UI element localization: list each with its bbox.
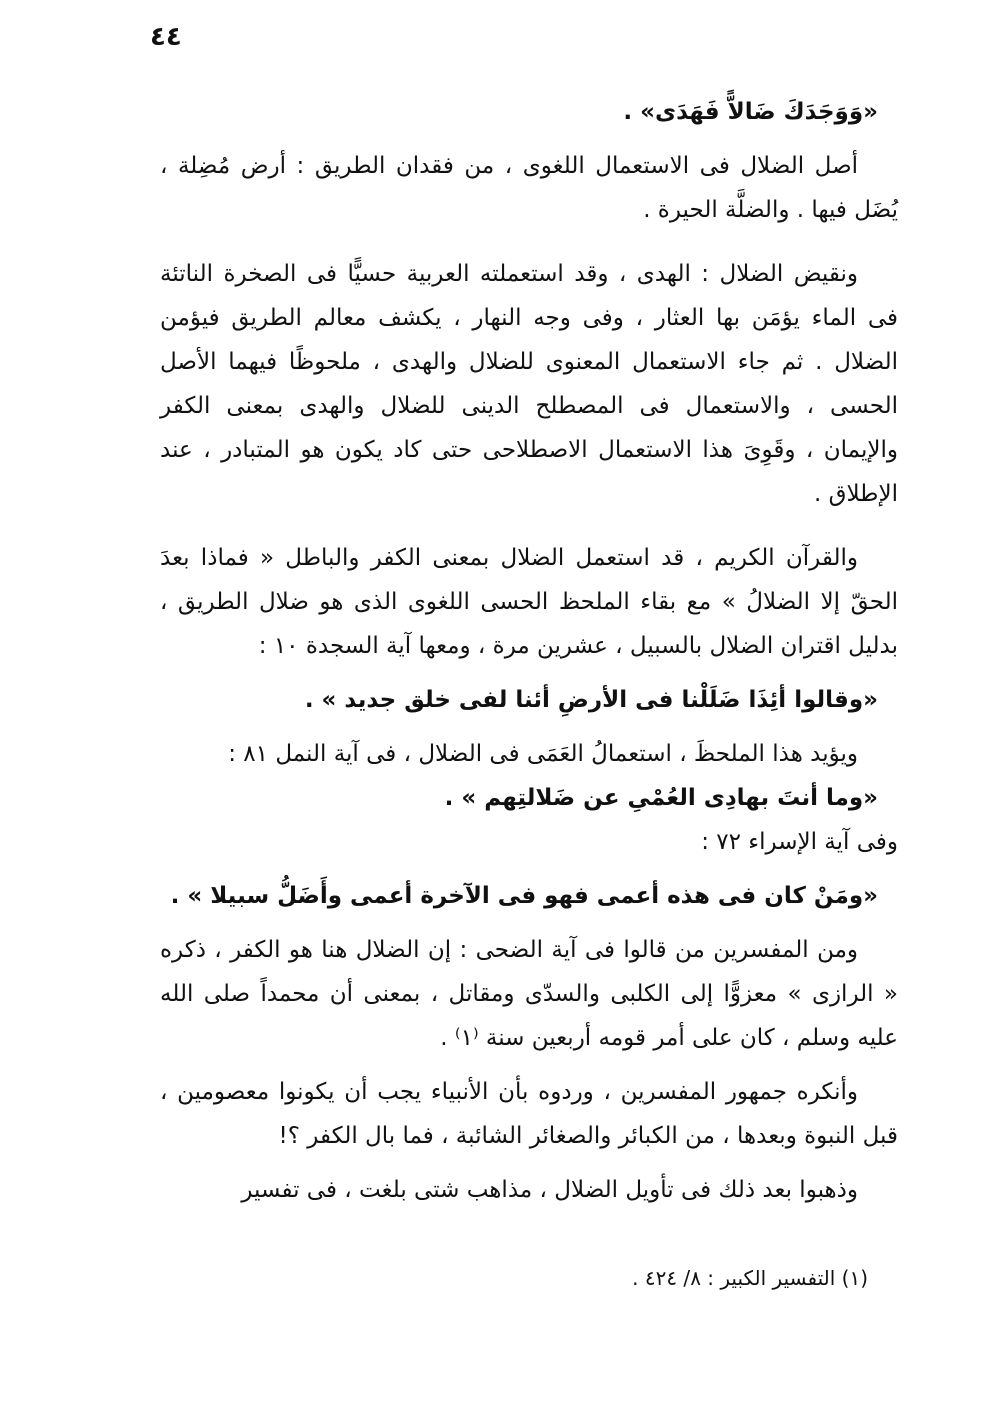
paragraph: ومن المفسرين من قالوا فى آية الضحى : إن الضلال هنا هو الكفر ، ذكره « الرازى » معزوًّا إلى الكلبى والسدّى ومقاتل ، بمعنى أن محمداً صلى الله عليه وسلم ، كان على أمر قومه أربعين سنة ⁽١⁾ . — [160, 937, 898, 1051]
paragraph: وأنكره جمهور المفسرين ، وردوه بأن الأنبياء يجب أن يكونوا معصومين ، قبل النبوة وبعدها ، من الكبائر والصغائر الشائبة ، فما بال الكفر ؟! — [160, 1079, 898, 1149]
verse-quote: «ومَنْ كان فى هذه أعمى فهو فى الآخرة أعمى وأَضَلُّ سبيلا » . — [170, 883, 878, 909]
paragraph: ونقيض الضلال : الهدى ، وقد استعملته العربية حسيًّا فى الصخرة الناتئة فى الماء يؤمَن بها العثار ، وفى وجه النهار ، يكشف معالم الطريق فيؤمن الضلال . ثم جاء الاستعمال المعنوى للضلال والهدى ، ملحوظًا فيهما الأصل الحسى ، والاستعمال فى المصطلح الدينى للضلال والهدى بمعنى الكفر والإيمان ، وقَوِىَ هذا الاستعمال الاصطلاحى حتى كاد يكون هو المتبادر ، عند الإطلاق . — [160, 261, 898, 507]
footnote: (١) التفسير الكبير : ٨/ ٤٢٤ . — [632, 1266, 868, 1290]
verse-quote: «وقالوا أئِذَا ضَلَلْنا فى الأرضِ أئنا لفى خلق جديد » . — [304, 687, 878, 713]
body-text — [160, 90, 898, 1212]
paragraph: وفى آية الإسراء ٧٢ : — [701, 829, 898, 855]
paragraph: ويؤيد هذا الملحظَ ، استعمالُ العَمَى فى الضلال ، فى آية النمل ٨١ : — [228, 741, 858, 767]
paragraph: والقرآن الكريم ، قد استعمل الضلال بمعنى الكفر والباطل « فماذا بعدَ الحقّ إلا الضلالُ » مع بقاء الملحظ الحسى اللغوى الذى هو ضلال الطريق ، بدليل اقتران الضلال بالسبيل ، عشرين مرة ، ومعها آية السجدة ١٠ : — [160, 545, 898, 659]
verse-quote: «وما أنتَ بهادِى العُمْىِ عن ضَلالتِهم » . — [444, 785, 878, 811]
paragraph: أصل الضلال فى الاستعمال اللغوى ، من فقدان الطريق : أرض مُضِلة ، يُضَل فيها . والضلَّة الحيرة . — [160, 153, 898, 223]
page-number: ٤٤ — [150, 22, 182, 52]
verse-quote: «وَوَجَدَكَ ضَالاًّ فَهَدَى» . — [623, 99, 878, 125]
paragraph: وذهبوا بعد ذلك فى تأويل الضلال ، مذاهب شتى بلغت ، فى تفسير — [241, 1177, 858, 1203]
